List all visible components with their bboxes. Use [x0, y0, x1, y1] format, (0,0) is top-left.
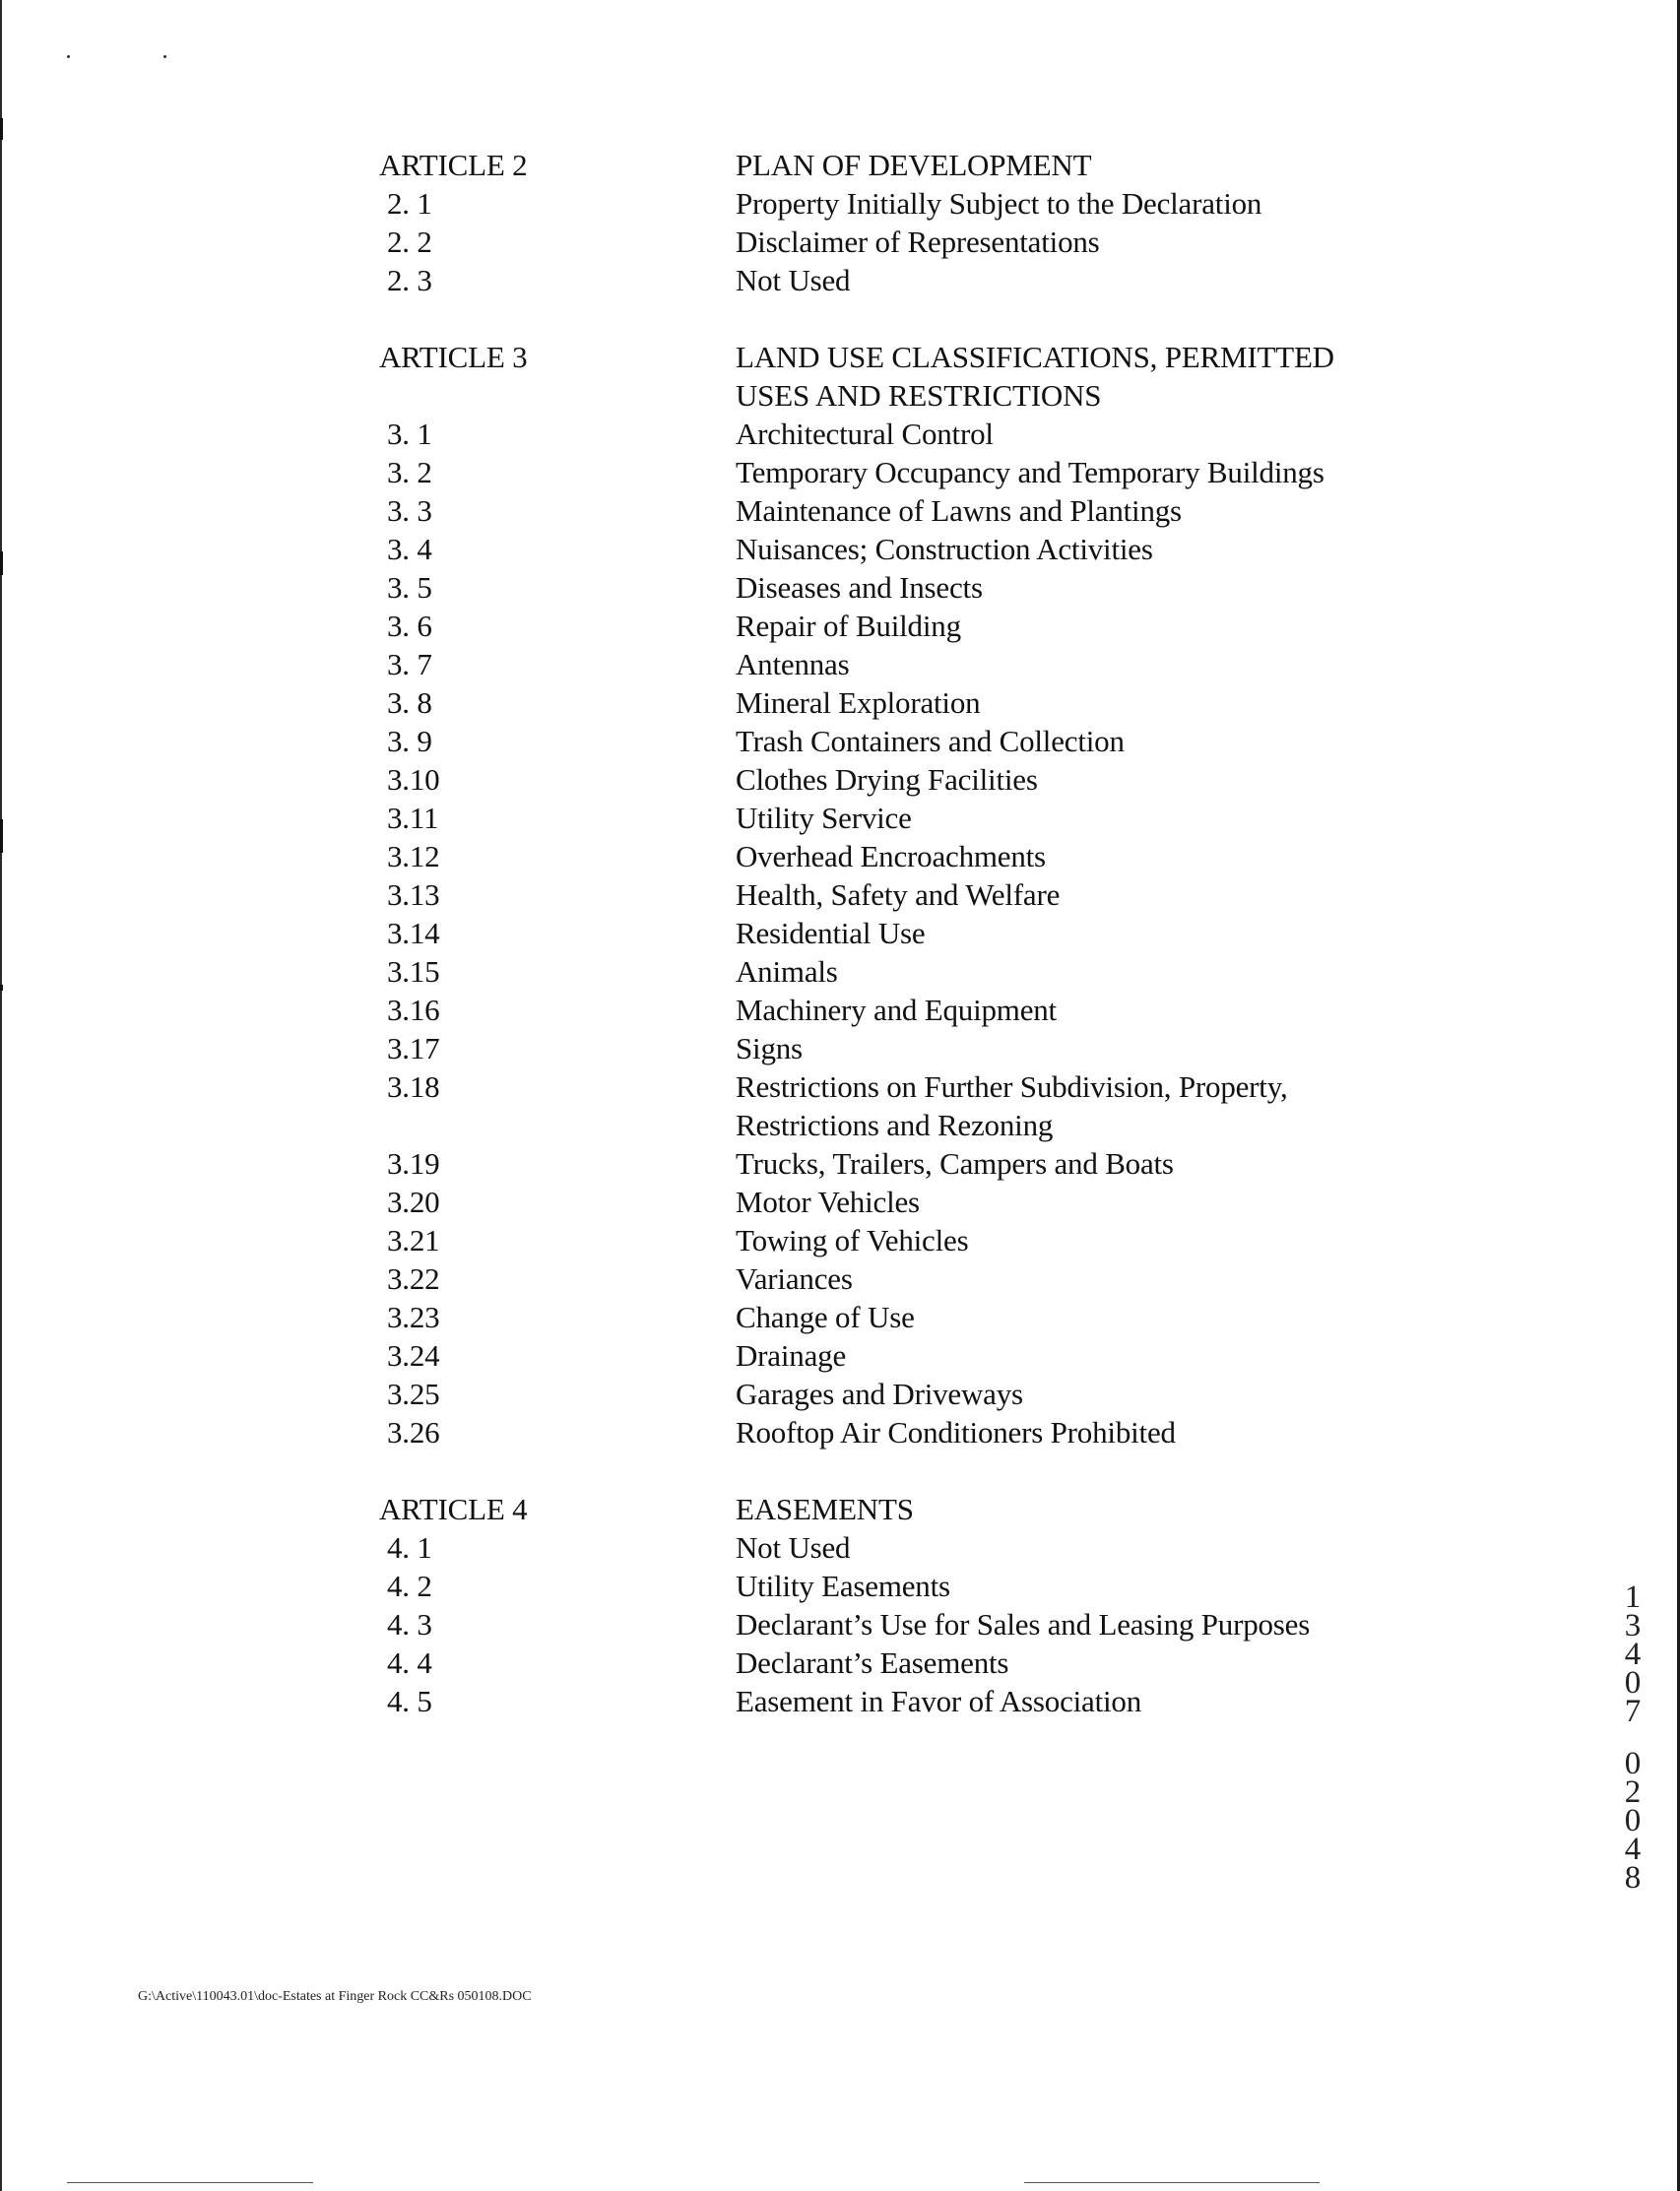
section-number: 3.17	[387, 1031, 440, 1065]
section-title: Disclaimer of Representations	[736, 225, 1100, 259]
section-title: Signs	[736, 1031, 803, 1065]
section-title: Change of Use	[736, 1300, 915, 1334]
section-title: Maintenance of Lawns and Plantings	[736, 493, 1182, 528]
section-row	[379, 1144, 1413, 1183]
section-row	[379, 1643, 1413, 1682]
section-number: 2. 3	[387, 263, 432, 297]
section-title: Utility Easements	[736, 1569, 950, 1603]
section-number: 3.21	[387, 1223, 440, 1257]
section-row	[379, 607, 1413, 645]
scan-bottom-rule	[67, 2182, 313, 2183]
section-row	[379, 1605, 1413, 1643]
section-row	[379, 1336, 1413, 1375]
section-number: 3.23	[387, 1300, 440, 1334]
section-title: Overhead Encroachments	[736, 839, 1046, 873]
section-number: 3. 4	[387, 532, 432, 566]
section-row	[379, 184, 1413, 223]
article-block	[379, 146, 1413, 299]
bates-digit: 3	[1624, 1608, 1642, 1643]
section-title: Diseases and Insects	[736, 570, 983, 605]
scan-edge-mark	[0, 118, 3, 140]
section-row	[379, 1375, 1413, 1413]
section-row	[379, 683, 1413, 722]
section-row	[379, 491, 1413, 530]
section-title: Clothes Drying Facilities	[736, 762, 1038, 797]
section-row	[379, 991, 1413, 1029]
section-title: Mineral Exploration	[736, 685, 981, 720]
section-number: 3.26	[387, 1415, 440, 1450]
section-row	[379, 722, 1413, 760]
section-row	[379, 760, 1413, 799]
bates-digit: 1	[1624, 1579, 1642, 1615]
section-row	[379, 875, 1413, 914]
bates-digit: 2	[1624, 1774, 1642, 1810]
section-title: Declarant’s Easements	[736, 1645, 1009, 1680]
section-row	[379, 952, 1413, 991]
scan-edge-mark	[0, 551, 3, 575]
section-title: Architectural Control	[736, 417, 994, 451]
section-number: 2. 1	[387, 186, 432, 221]
section-row	[379, 223, 1413, 261]
bates-digit: 8	[1624, 1860, 1642, 1896]
section-title: Trucks, Trailers, Campers and Boats	[736, 1146, 1174, 1181]
section-row	[379, 1567, 1413, 1605]
section-number: 3. 5	[387, 570, 432, 605]
bates-digit: 0	[1624, 1803, 1642, 1838]
section-row	[379, 1029, 1413, 1067]
article-title: LAND USE CLASSIFICATIONS, PERMITTED USES AND RESTRICTIONS	[736, 340, 1334, 413]
section-number: 3. 7	[387, 647, 432, 681]
section-number: 4. 4	[387, 1645, 432, 1680]
section-number: 3.10	[387, 762, 440, 797]
section-number: 4. 2	[387, 1569, 432, 1603]
section-number: 3.18	[387, 1069, 440, 1104]
section-number: 3.19	[387, 1146, 440, 1181]
article-title: EASEMENTS	[736, 1492, 914, 1526]
section-title: Not Used	[736, 1530, 851, 1565]
section-number: 2. 2	[387, 225, 432, 259]
section-title: Repair of Building	[736, 609, 961, 643]
section-number: 4. 5	[387, 1684, 432, 1718]
section-title: Drainage	[736, 1338, 847, 1373]
section-title: Restrictions on Further Subdivision, Property, Restrictions and Rezoning	[736, 1069, 1288, 1142]
footer-file-path: G:\Active\110043.01\doc-Estates at Finger Rock CC&Rs 050108.DOC	[138, 1989, 532, 2004]
article-heading	[379, 338, 1413, 415]
article-block	[379, 338, 1413, 1451]
scan-speck	[67, 55, 70, 58]
section-title: Antennas	[736, 647, 850, 681]
article-heading	[379, 146, 1413, 184]
section-row	[379, 799, 1413, 837]
article-number: ARTICLE 4	[379, 1492, 528, 1526]
section-number: 3.13	[387, 877, 440, 912]
section-row	[379, 1221, 1413, 1259]
bates-number-part1	[1615, 1579, 1650, 1729]
section-number: 3.20	[387, 1185, 440, 1219]
section-row	[379, 1682, 1413, 1720]
bates-number-part2	[1615, 1746, 1650, 1896]
section-row	[379, 1259, 1413, 1298]
section-number: 3.24	[387, 1338, 440, 1373]
section-row	[379, 837, 1413, 875]
section-number: 3. 2	[387, 455, 432, 489]
bates-digit: 0	[1624, 1746, 1642, 1781]
article-title: PLAN OF DEVELOPMENT	[736, 148, 1092, 182]
section-title: Declarant’s Use for Sales and Leasing Purposes	[736, 1607, 1311, 1642]
section-number: 3. 1	[387, 417, 432, 451]
section-title: Machinery and Equipment	[736, 993, 1057, 1027]
bates-digit: 4	[1624, 1832, 1642, 1867]
section-number: 3. 6	[387, 609, 432, 643]
section-title: Not Used	[736, 263, 851, 297]
section-number: 3. 8	[387, 685, 432, 720]
section-number: 3. 3	[387, 493, 432, 528]
section-number: 3.11	[387, 801, 439, 835]
section-row	[379, 568, 1413, 607]
section-number: 3. 9	[387, 724, 432, 758]
section-row	[379, 530, 1413, 568]
section-number: 3.15	[387, 954, 440, 989]
scan-edge-mark	[0, 819, 3, 853]
article-block	[379, 1490, 1413, 1720]
bates-digit: 7	[1624, 1694, 1642, 1729]
section-title: Temporary Occupancy and Temporary Buildings	[736, 455, 1325, 489]
section-row	[379, 1183, 1413, 1221]
scan-edge-mark	[0, 985, 3, 991]
section-row	[379, 261, 1413, 299]
section-title: Easement in Favor of Association	[736, 1684, 1142, 1718]
section-title: Utility Service	[736, 801, 912, 835]
bates-digit: 4	[1624, 1637, 1642, 1672]
section-number: 4. 1	[387, 1530, 432, 1565]
section-title: Health, Safety and Welfare	[736, 877, 1061, 912]
section-title: Towing of Vehicles	[736, 1223, 969, 1257]
section-number: 3.22	[387, 1261, 440, 1296]
section-number: 3.14	[387, 916, 440, 950]
section-row	[379, 914, 1413, 952]
section-row	[379, 1067, 1413, 1144]
section-row	[379, 453, 1413, 491]
article-number: ARTICLE 2	[379, 148, 528, 182]
scan-bottom-rule	[1024, 2182, 1320, 2183]
section-number: 3.12	[387, 839, 440, 873]
table-of-contents	[379, 146, 1413, 1759]
section-title: Nuisances; Construction Activities	[736, 532, 1153, 566]
section-title: Rooftop Air Conditioners Prohibited	[736, 1415, 1176, 1450]
section-row	[379, 1413, 1413, 1451]
section-number: 3.25	[387, 1377, 440, 1411]
scan-edge-left	[0, 0, 2, 2191]
section-row	[379, 415, 1413, 453]
section-title: Trash Containers and Collection	[736, 724, 1125, 758]
section-title: Garages and Driveways	[736, 1377, 1023, 1411]
section-title: Motor Vehicles	[736, 1185, 920, 1219]
section-row	[379, 1528, 1413, 1567]
article-number: ARTICLE 3	[379, 340, 528, 374]
section-row	[379, 645, 1413, 683]
section-number: 3.16	[387, 993, 440, 1027]
scan-speck	[163, 55, 166, 58]
bates-number	[1615, 1579, 1650, 1896]
section-row	[379, 1298, 1413, 1336]
section-number: 4. 3	[387, 1607, 432, 1642]
section-title: Property Initially Subject to the Declaration	[736, 186, 1262, 221]
section-title: Residential Use	[736, 916, 926, 950]
article-heading	[379, 1490, 1413, 1528]
section-title: Variances	[736, 1261, 853, 1296]
bates-digit: 0	[1624, 1665, 1642, 1701]
section-title: Animals	[736, 954, 838, 989]
